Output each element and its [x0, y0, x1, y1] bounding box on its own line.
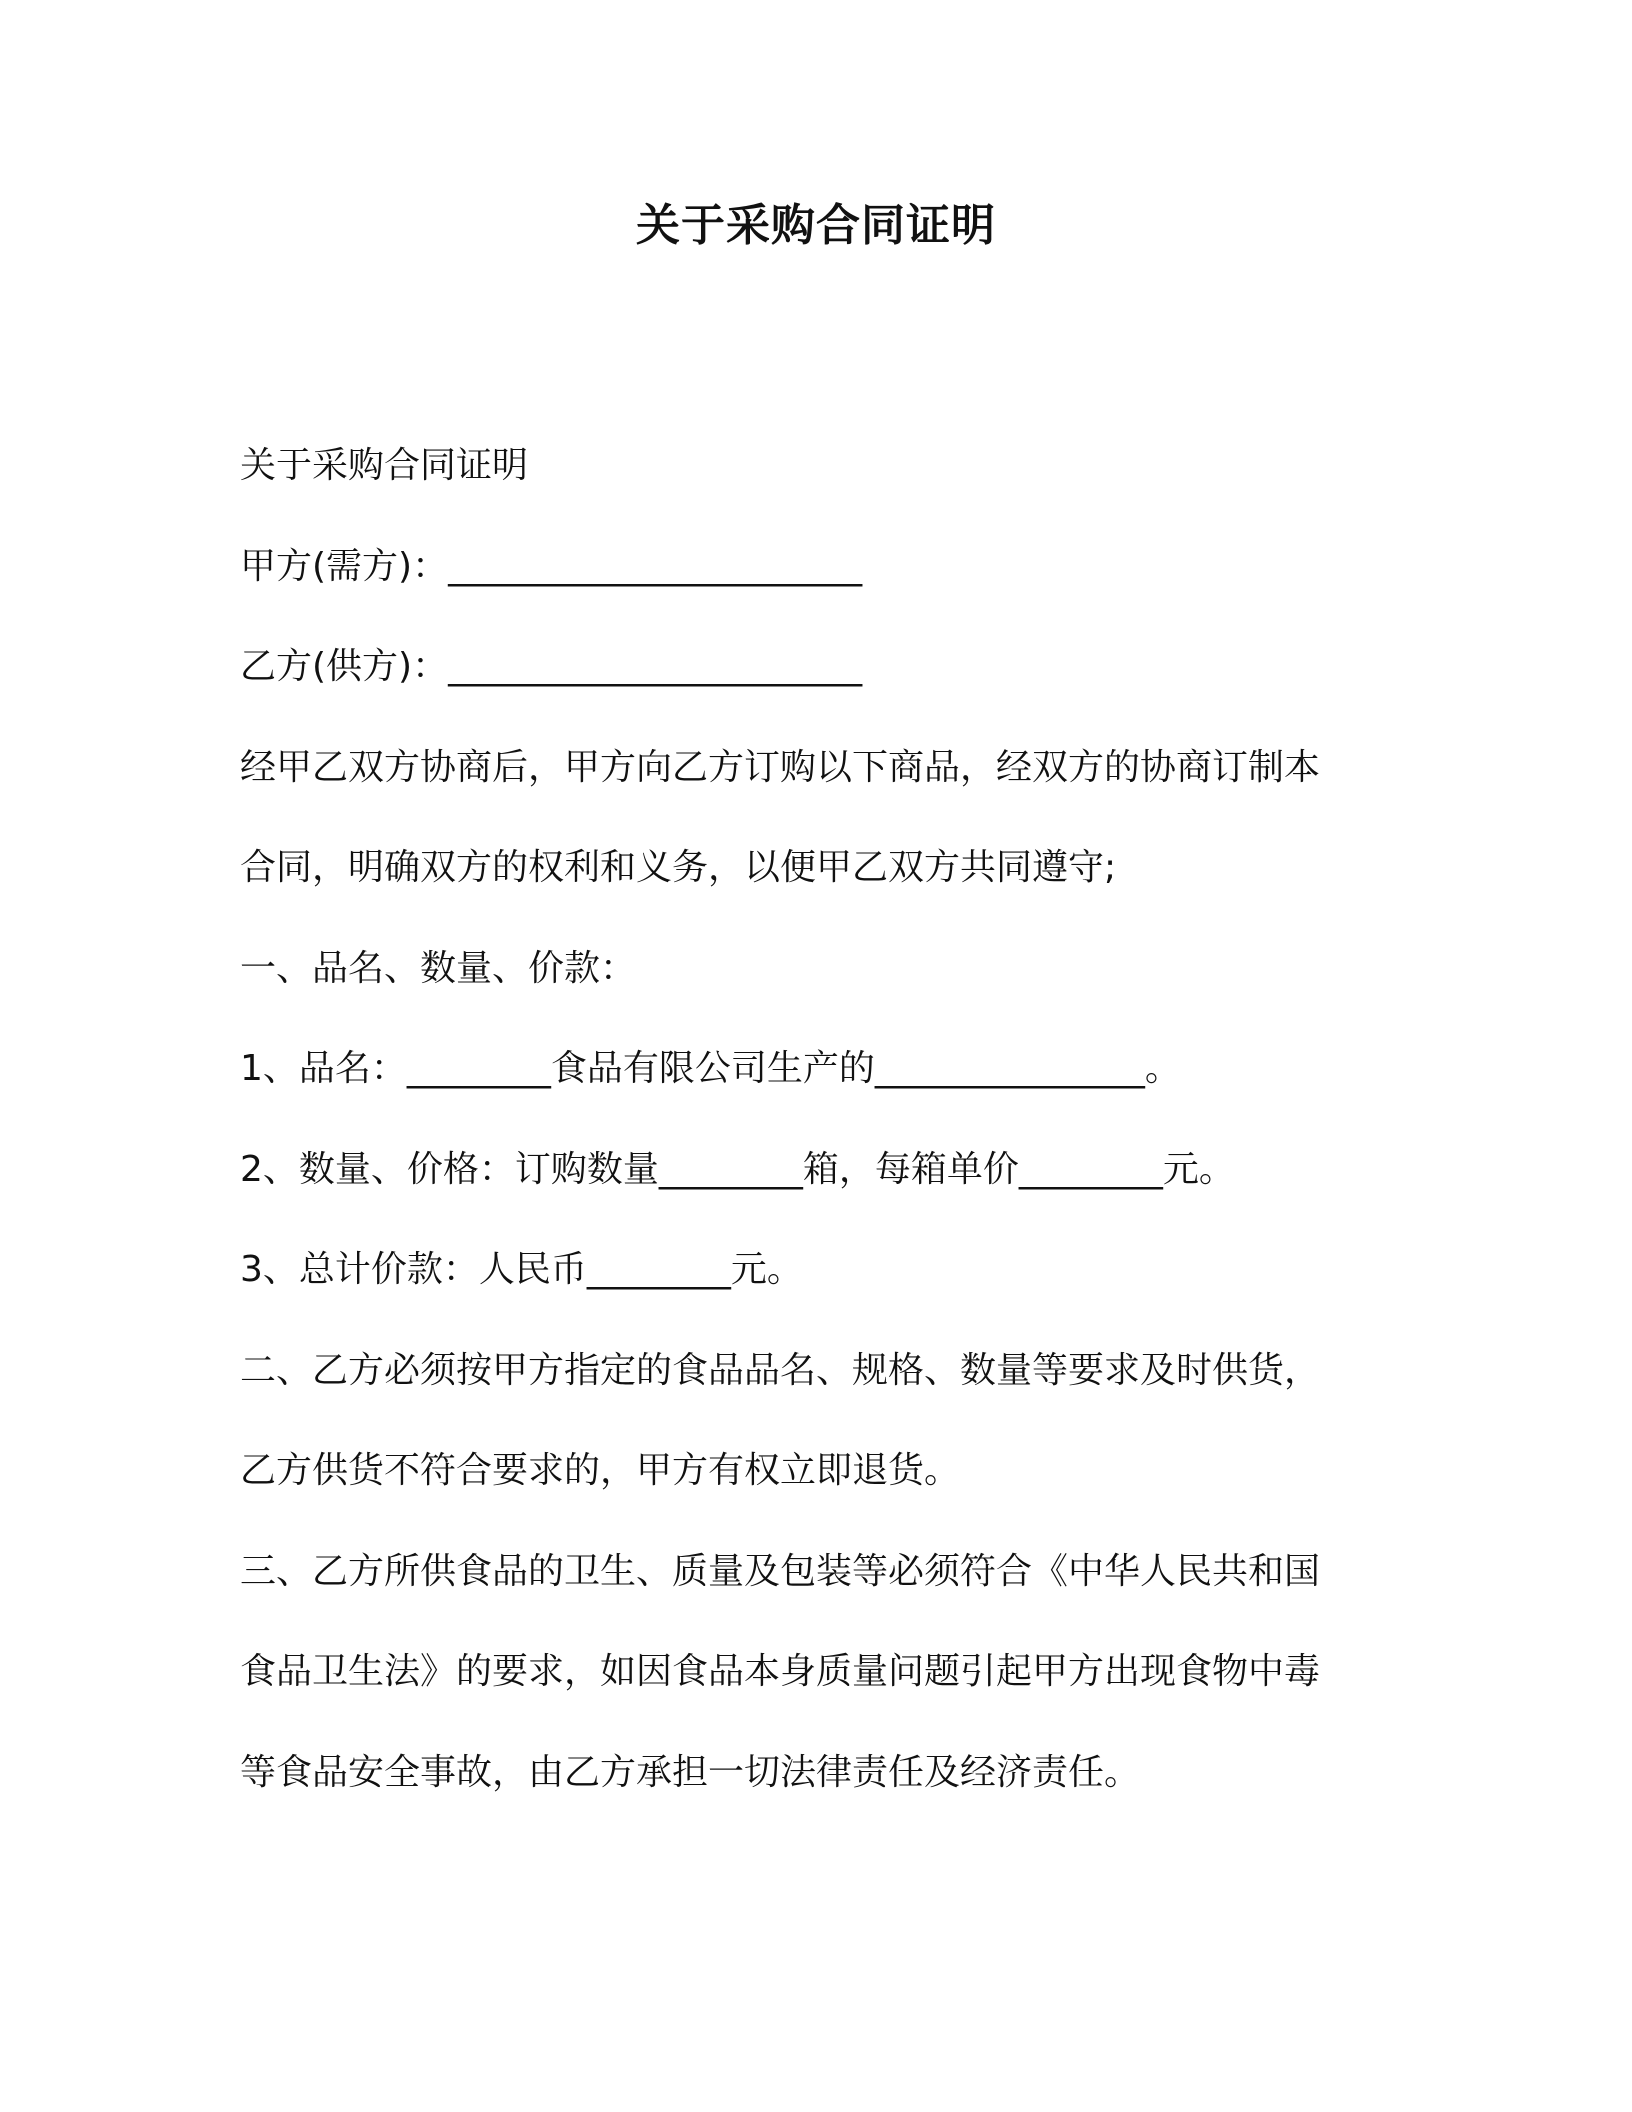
document-title: 关于采购合同证明 [636, 200, 996, 251]
section-line: 三、乙方所供食品的卫生、质量及包装等必须符合《中华人民共和国 [240, 1550, 1321, 1592]
clause-line: 2、数量、价格：订购数量________箱，每箱单价________元。 [240, 1148, 1235, 1190]
document-body [240, 416, 1400, 1823]
section-line: 二、乙方必须按甲方指定的食品品名、规格、数量等要求及时供货， [240, 1349, 1321, 1391]
section-line: 食品卫生法》的要求，如因食品本身质量问题引起甲方出现食物中毒 [240, 1651, 1321, 1692]
section-line: 等食品安全事故，由乙方承担一切法律责任及经济责任。 [240, 1751, 1141, 1793]
clause-line: 1、品名：________食品有限公司生产的_______________。 [240, 1048, 1181, 1089]
party-a-line: 甲方(需方)：_______________________ [240, 545, 863, 587]
preamble-line: 经甲乙双方协商后，甲方向乙方订购以下商品，经双方的协商订制本 [240, 746, 1321, 788]
section-heading: 一、品名、数量、价款： [240, 947, 637, 989]
preamble-line: 合同，明确双方的权利和义务，以便甲乙双方共同遵守; [240, 847, 1117, 888]
subtitle-line: 关于采购合同证明 [240, 445, 529, 486]
section-line: 乙方供货不符合要求的，甲方有权立即退货。 [240, 1450, 961, 1491]
party-b-line: 乙方(供方)：_______________________ [240, 646, 863, 687]
clause-line: 3、总计价款：人民币________元。 [240, 1249, 803, 1290]
